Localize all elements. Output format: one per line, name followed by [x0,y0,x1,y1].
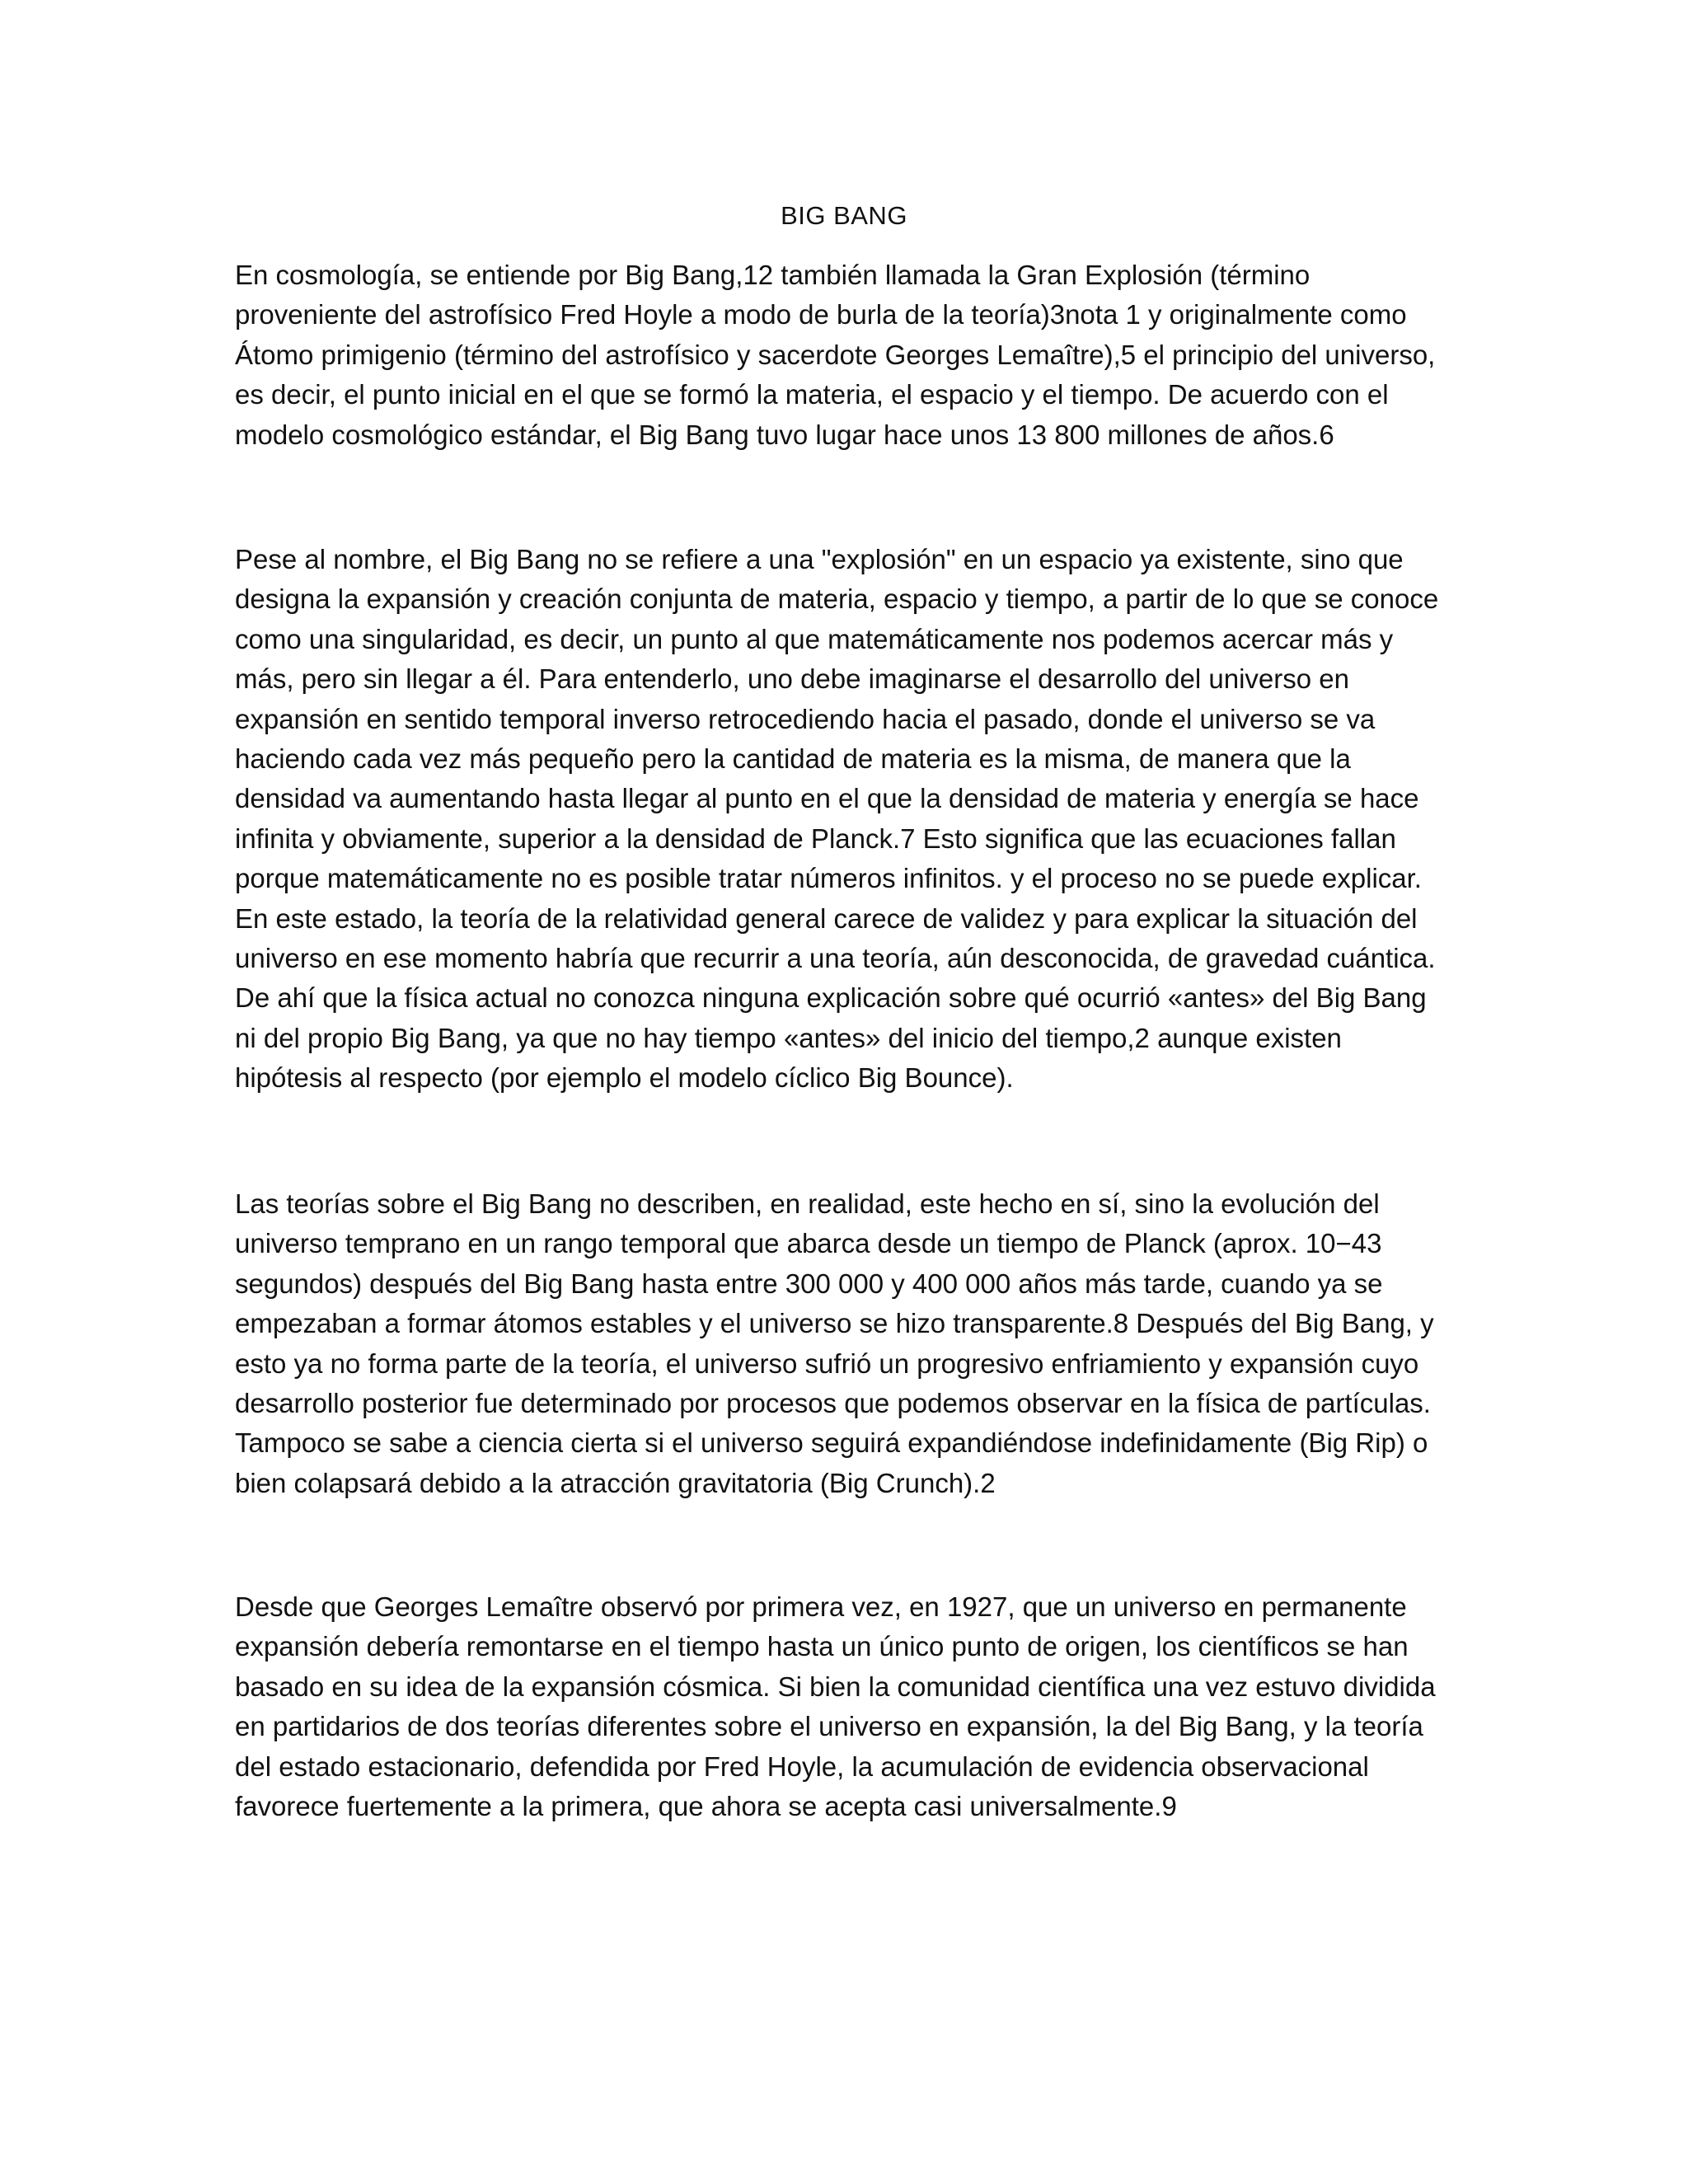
paragraph-singularity: Pese al nombre, el Big Bang no se refiere a una "explosión" en un espacio ya existente, sino que designa la expansión y creación conjunta de materia, espacio y tiempo, a partir de lo que se conoce como una singularidad, es decir, un punto al que matemáticamente nos podemos acercar más y más, pero sin llegar a él. Para entenderlo, uno debe imaginarse el desarrollo del universo en expansión en sentido temporal inverso retrocediendo hacia el pasado, donde el universo se va haciendo cada vez más pequeño pero la cantidad de materia es la misma, de manera que la densidad va aumentando hasta llegar al punto en el que la densidad de materia y energía se hace infinita y obviamente, superior a la densidad de Planck.7 Esto significa que las ecuaciones fallan porque matemáticamente no es posible tratar números infinitos. y el proceso no se puede explicar. En este estado, la teoría de la relatividad general carece de validez y para explicar la situación del universo en ese momento habría que recurrir a una teoría, aún desconocida, de gravedad cuántica. De ahí que la física actual no conozca ninguna explicación sobre qué ocurrió «antes» del Big Bang ni del propio Big Bang, ya que no hay tiempo «antes» del inicio del tiempo,2 aunque existen hipótesis al respecto (por ejemplo el modelo cíclico Big Bounce). [235,544,1439,1094]
document-title: BIG BANG [781,201,907,230]
paragraph-early-universe: Las teorías sobre el Big Bang no describen, en realidad, este hecho en sí, sino la evolución del universo temprano en un rango temporal que abarca desde un tiempo de Planck (aprox. 10−43 segundos) después del Big Bang hasta entre 300 000 y 400 000 años más tarde, cuando ya se empezaban a formar átomos estables y el universo se hizo transparente.8 Después del Big Bang, y esto ya no forma parte de la teoría, el universo sufrió un progresivo enfriamiento y expansión cuyo desarrollo posterior fue determinado por procesos que podemos observar en la física de partículas. Tampoco se sabe a ciencia cierta si el universo seguirá expandiéndose indefinidamente (Big Rip) o bien colapsará debido a la atracción gravitatoria (Big Crunch).2 [235,1188,1434,1498]
paragraph-history: Desde que Georges Lemaître observó por primera vez, en 1927, que un universo en permanente expansión debería remontarse en el tiempo hasta un único punto de origen, los científicos se han basado en su idea de la expansión cósmica. Si bien la comunidad científica una vez estuvo dividida en partidarios de dos teorías diferentes sobre el universo en expansión, la del Big Bang, y la teoría del estado estacionario, defendida por Fred Hoyle, la acumulación de evidencia observacional favorece fuertemente a la primera, que ahora se acepta casi universalmente.9 [235,1591,1436,1822]
paragraph-intro: En cosmología, se entiende por Big Bang,12 también llamada la Gran Explosión (término proveniente del astrofísico Fred Hoyle a modo de burla de la teoría)3nota 1 y originalmente como Átomo primigenio (término del astrofísico y sacerdote Georges Lemaître),5 el principio del universo, es decir, el punto inicial en el que se formó la materia, el espacio y el tiempo. De acuerdo con el modelo cosmológico estándar, el Big Bang tuvo lugar hace unos 13 800 millones de años.6 [235,260,1436,450]
